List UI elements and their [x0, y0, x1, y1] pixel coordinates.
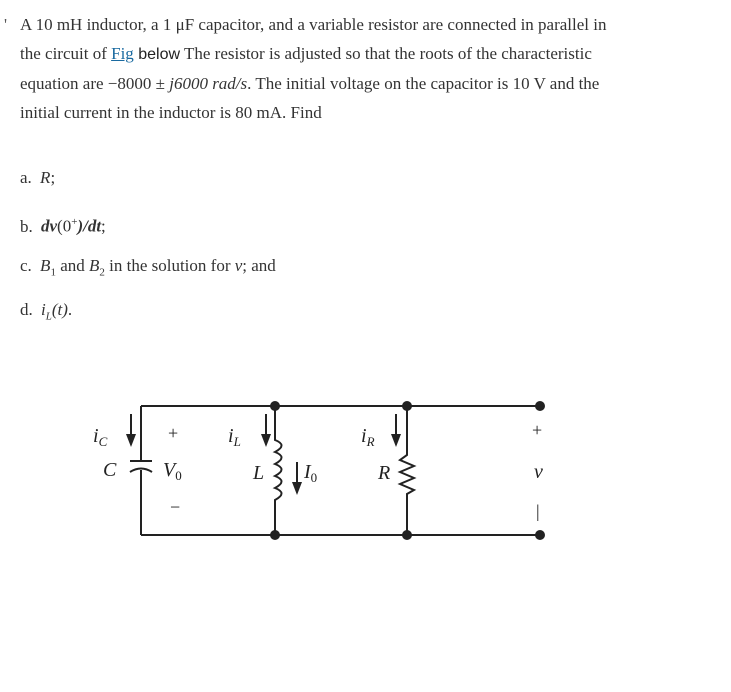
inductor	[275, 406, 282, 535]
inductor-label: L	[253, 462, 265, 484]
cap-label: C	[103, 459, 117, 481]
I0-label: $I_0$	[304, 461, 318, 485]
output-plus: +	[532, 420, 543, 440]
problem-line-1: A 10 mH inductor, a 1 μF capacitor, and a variable resistor are connected in parallel in	[20, 15, 607, 34]
v0-label: $V_0$	[163, 459, 182, 483]
node-top-resistor	[402, 401, 412, 411]
part-a: a. R;	[20, 168, 56, 187]
I0-arrow-head	[292, 482, 302, 495]
resistor	[400, 406, 414, 535]
node-top-inductor	[270, 401, 280, 411]
iR-arrow-head	[391, 434, 401, 447]
iR-label: $i_R$	[361, 425, 375, 449]
problem-line-4: initial current in the inductor is 80 mA. Find	[20, 103, 322, 122]
output-minus: |	[536, 501, 540, 521]
node-bottom-resistor	[402, 530, 412, 540]
part-d: d. $i_L(t)$.	[20, 300, 73, 323]
terminal-bottom	[535, 530, 545, 540]
output-v-label: v	[534, 461, 543, 483]
iL-label: $i_L$	[228, 425, 241, 449]
figure-link[interactable]: Fig	[111, 44, 134, 63]
problem-line-3: equation are −8000 ± j6000 rad/s. The initial voltage on the capacitor is 10 V and the	[20, 74, 600, 93]
problem-line-2: the circuit of Fig below The resistor is adjusted so that the roots of the characteristic	[20, 44, 592, 63]
terminal-top	[535, 401, 545, 411]
tick-mark: '	[4, 15, 8, 34]
cap-plus: +	[168, 423, 179, 443]
ic-arrow-head	[126, 434, 136, 447]
resistor-label: R	[378, 462, 391, 484]
cap-minus: −	[170, 497, 181, 517]
node-bottom-inductor	[270, 530, 280, 540]
ic-label: $i_C$	[93, 425, 108, 449]
part-c: c. $B_1$ and $B_2$ in the solution for v; and	[20, 256, 276, 279]
part-b: b. dv(0+)/dt;	[20, 216, 106, 236]
iL-arrow-head	[261, 434, 271, 447]
